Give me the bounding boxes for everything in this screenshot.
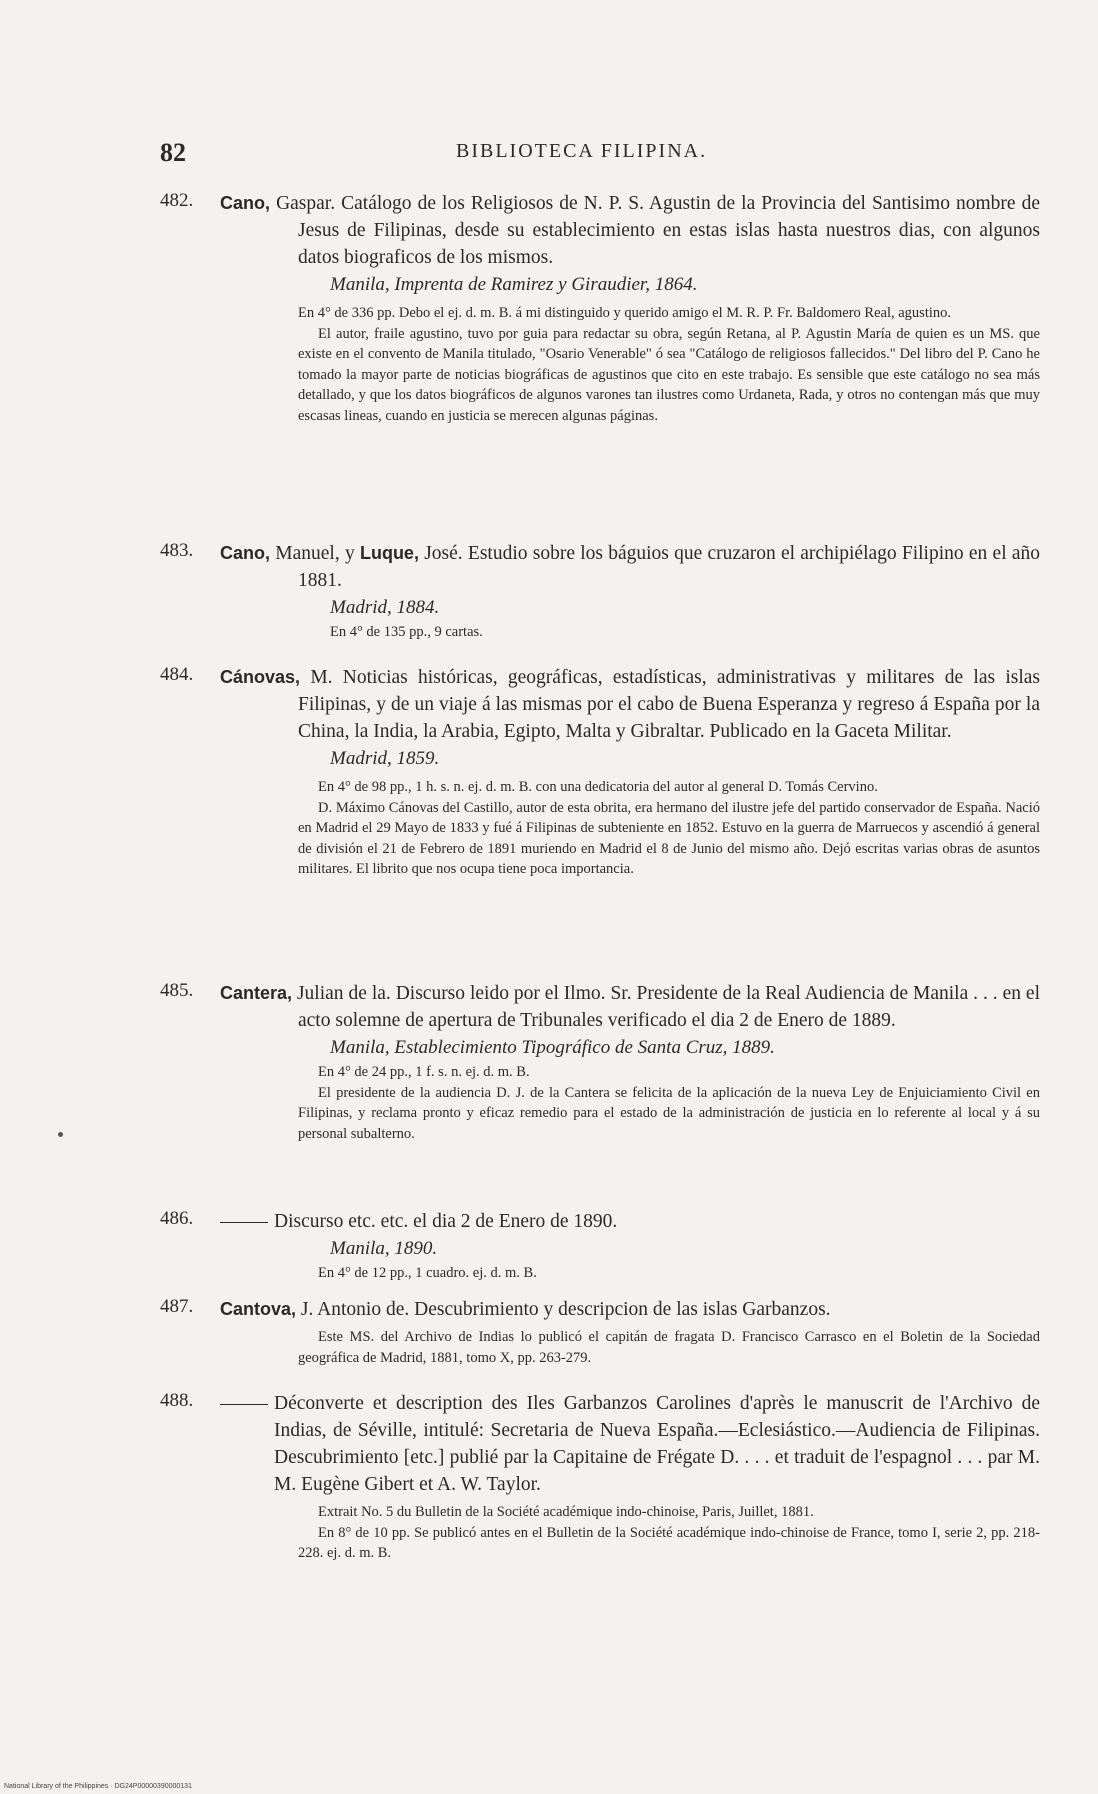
page-number: 82 <box>160 138 186 167</box>
entry-title <box>220 664 1040 745</box>
entry-number: 485. <box>160 980 194 1001</box>
entry-imprint: Madrid, 1884. <box>330 597 440 618</box>
entry-note: En 8° de 10 pp. Se publicó antes en el Bulletin de la Société académique indo-chinoise de France, tomo I, serie 2, pp. 218-228. ej. d. m. B. <box>298 1524 1040 1561</box>
entry-488 <box>160 1390 1040 1564</box>
entry-482 <box>160 190 1040 426</box>
entry-486 <box>160 1208 1040 1284</box>
entry-text: M. Noticias históricas, geográficas, estadísticas, administrativas y militares de las islas Filipinas, y de un viaje á las mismas por el cabo de Buena Esperanza y regreso á España por la China, la India, la Arabia, Egipto, Malta y Gibraltar. Publicado en la Gaceta Militar. <box>298 667 1040 742</box>
entry-title <box>220 540 1041 594</box>
entry-483 <box>160 540 1040 643</box>
entry-author: Cantera, <box>220 983 293 1003</box>
entry-imprint: Manila, Imprenta de Ramirez y Giraudier, 1864. <box>330 274 698 295</box>
entry-title <box>220 190 1041 271</box>
entry-title <box>220 1296 1040 1323</box>
entry-author: Cánovas, <box>220 667 301 687</box>
entry-text: Julian de la. Discurso leido por el Ilmo. Sr. Presidente de la Real Audiencia de Manila . . . en el acto solemne de apertura de Tribunales verificado el dia 2 de Enero de 1889. <box>296 983 1040 1031</box>
entry-note: Este MS. del Archivo de Indias lo publicó el capitán de fragata D. Francisco Carrasco en el Boletin de la Sociedad geográfica de Madrid, 1881, tomo X, pp. 263-279. <box>298 1329 1040 1366</box>
entry-imprint: Madrid, 1859. <box>330 748 440 769</box>
entry-note: En 4° de 24 pp., 1 f. s. n. ej. d. m. B. <box>318 1064 530 1080</box>
entry-author: Cano, <box>220 193 271 213</box>
entry-text: J. Antonio de. Descubrimiento y descripcion de las islas Garbanzos. <box>300 1299 831 1320</box>
entry-note: D. Máximo Cánovas del Castillo, autor de esta obrita, era hermano del ilustre jefe del partido conservador de España. Nació en Madrid el 29 Mayo de 1833 y fué á Filipinas de subteniente en 1852. Estuvo en la guerra de Marruecos y ascendió á general de división el 21 de Febrero de 1891 muriendo en Madrid el 8 de Junio del mismo año. Dejó escritas varias obras de asuntos militares. El librito que nos ocupa tiene poca importancia. <box>298 799 1040 877</box>
scan-credit: National Library of the Philippines · DG24P00000390000131 <box>4 1783 192 1790</box>
entry-number: 483. <box>160 540 194 561</box>
entry-author: Cano, <box>220 543 271 563</box>
entry-note: En 4° de 336 pp. Debo el ej. d. m. B. á mi distinguido y querido amigo el M. R. P. Fr. Baldomero Real, agustino. <box>298 305 952 321</box>
entry-note: El autor, fraile agustino, tuvo por guia para redactar su obra, según Retana, al P. Agustin María de quien es un MS. que existe en el convento de Manila titulado, "Osario Venerable" ó sea "Catálogo de religiosos fallecidos." Del libro del P. Cano he tomado la mayor parte de noticias biográficas de agustinos que cito en este trabajo. Es sensible que este catálogo no sea más detallado, y que los datos biográficos de algunos varones tan ilustres como Urdaneta, Rada, y otros no contengan más que muy escasas lineas, cuando en justicia se merecen algunas páginas. <box>298 325 1040 424</box>
page-speck <box>58 1132 63 1137</box>
ditto-dash <box>220 1222 268 1223</box>
entry-484 <box>160 664 1040 880</box>
entry-number: 486. <box>160 1208 194 1229</box>
entry-title <box>274 1208 1040 1235</box>
entry-imprint: Manila, 1890. <box>330 1238 438 1259</box>
entry-note: En 4° de 135 pp., 9 cartas. <box>330 624 483 640</box>
entry-note: El presidente de la audiencia D. J. de la Cantera se felicita de la aplicación de la nueva Ley de Enjuiciamiento Civil en Filipinas, y reclama pronto y eficaz remedio para el estado de la administración de justicia en lo referente al local y á su personal subalterno. <box>298 1084 1040 1142</box>
entry-coauthor: Luque, <box>359 543 419 563</box>
entry-note: Extrait No. 5 du Bulletin de la Société académique indo-chinoise, Paris, Juillet, 1881. <box>318 1504 814 1520</box>
ditto-dash <box>220 1404 268 1405</box>
entry-number: 487. <box>160 1296 194 1317</box>
entry-imprint: Manila, Establecimiento Tipográfico de Santa Cruz, 1889. <box>330 1037 775 1058</box>
entry-title <box>220 980 1040 1034</box>
entry-text: José. Estudio sobre los báguios que cruzaron el archipiélago Filipino en el año 1881. <box>298 543 1041 591</box>
entry-number: 484. <box>160 664 194 685</box>
entry-text-pre: Manuel, y <box>275 543 355 564</box>
running-title: BIBLIOTECA FILIPINA. <box>456 140 708 162</box>
entry-author: Cantova, <box>220 1299 297 1319</box>
entry-text: Gaspar. Catálogo de los Religiosos de N. P. S. Agustin de la Provincia del Santisimo nombre de Jesus de Filipinas, desde su establecimiento en estas islas hasta nuestros dias, con algunos datos biograficos de los mismos. <box>276 193 1041 268</box>
entry-note: En 4° de 98 pp., 1 h. s. n. ej. d. m. B. con una dedicatoria del autor al general D. Tomás Cervino. <box>318 779 878 795</box>
entry-number: 488. <box>160 1390 194 1411</box>
entry-text: Déconverte et description des Iles Garbanzos Carolines d'après le manuscrit de l'Archivo de Indias, de Séville, intitulé: Secretaria de Nueva España.—Eclesiástico.—Audiencia de Filipinas. Descubrimiento [etc.] publié par la Capitaine de Frégate D. . . . et traduit de l'espagnol . . . par M. M. Eugène Gibert et A. W. Taylor. <box>274 1393 1040 1495</box>
entry-text: Discurso etc. etc. el dia 2 de Enero de 1890. <box>274 1211 618 1232</box>
entry-note: En 4° de 12 pp., 1 cuadro. ej. d. m. B. <box>318 1265 537 1281</box>
page-header <box>160 138 1060 174</box>
entry-title <box>274 1390 1040 1498</box>
entry-487 <box>160 1296 1040 1368</box>
entry-number: 482. <box>160 190 194 211</box>
entry-485 <box>160 980 1040 1144</box>
